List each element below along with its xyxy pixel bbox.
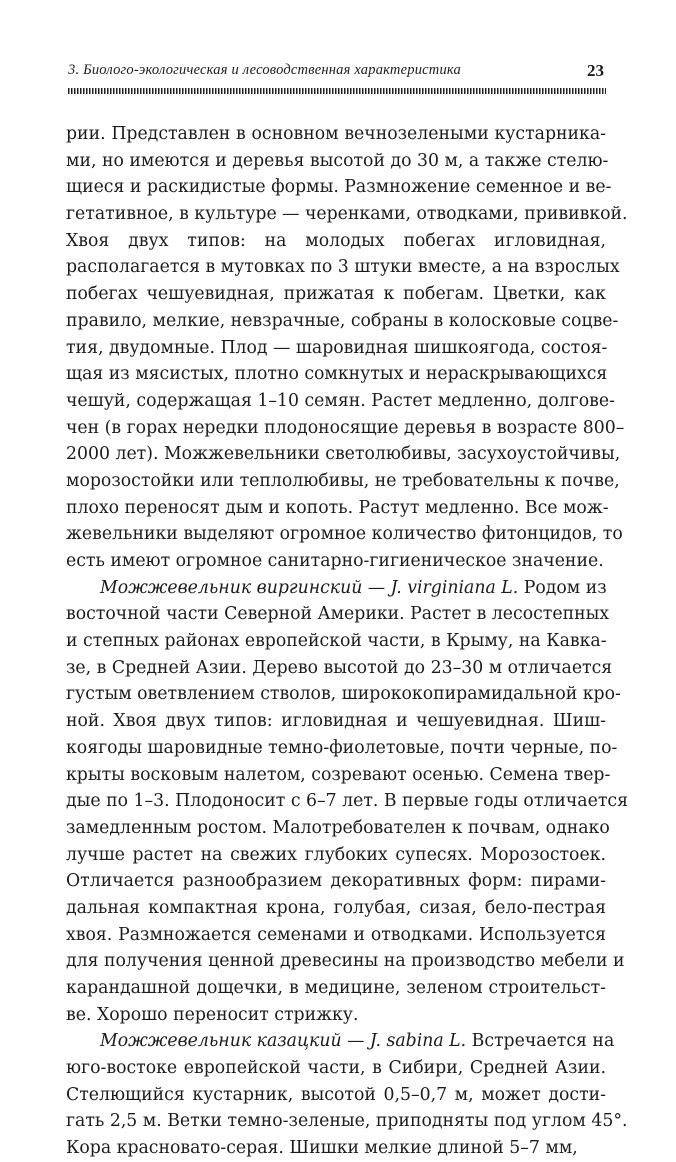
paragraph-line: щиеся и раскидистые формы. Размножение семенное и ве- — [66, 177, 612, 198]
paragraph-line: зе, в Средней Азии. Дерево высотой до 23–30 м отличается — [66, 657, 613, 678]
paragraph-line: располагается в мутовках по 3 штуки вместе, а на взрослых — [66, 257, 620, 278]
paragraph — [66, 1028, 628, 1161]
paragraph-line: ной. Хвоя двух типов: игловидная и чешуевидная. Шиш- — [66, 711, 606, 732]
species-term: Можжевельник казацкий — J. sabina L. — [100, 1031, 467, 1052]
paragraph-line: щая из мясистых, плотно сомкнутых и нераскрывающихся — [66, 364, 608, 385]
line-text: Встречается на — [466, 1031, 615, 1052]
paragraph-line: лучше растет на свежих глубоких супесях. Морозостоек. — [66, 844, 606, 865]
paragraph-line: правило, мелкие, невзрачные, собраны в колосковые соцве- — [66, 310, 619, 331]
paragraph-line: юго-востоке европейской части, в Сибири, Средней Азии. — [66, 1058, 606, 1079]
paragraph-line: тия, двудомные. Плод — шаровидная шишкоягода, состоя- — [66, 337, 608, 358]
paragraph-line: плохо переносят дым и копоть. Растут медленно. Все мож- — [66, 497, 609, 518]
paragraph-line: и степных районах европейской части, в Крыму, на Кавка- — [66, 631, 607, 652]
paragraph-line: Стелющийся кустарник, высотой 0,5–0,7 м, может дости- — [66, 1084, 606, 1105]
paragraph-line: для получения ценной древесины на производство мебели и — [66, 951, 625, 972]
paragraph — [66, 121, 628, 575]
body-text — [66, 121, 628, 1162]
line-text: Родом из — [518, 577, 607, 598]
paragraph-line: дые по 1–3. Плодоносит с 6–7 лет. В первые годы отличается — [66, 791, 628, 812]
paragraph-line: чен (в горах нередки плодоносящие деревья в возрасте 800– — [66, 417, 625, 438]
paragraph-line — [66, 1028, 615, 1055]
page-number: 23 — [587, 61, 604, 80]
paragraph-line: дальная компактная крона, голубая, сизая, бело-пестрая — [66, 897, 606, 918]
paragraph-line: крыты восковым налетом, созревают осенью. Семена твер- — [66, 764, 611, 785]
paragraph-line: ми, но имеются и деревья высотой до 30 м, а также стелю- — [66, 150, 609, 171]
paragraph-line: побегах чешуевидная, прижатая к побегам. Цветки, как — [66, 284, 606, 305]
paragraph-line: чешуй, содержащая 1–10 семян. Растет медленно, долгове- — [66, 390, 615, 411]
paragraph-line: Хвоя двух типов: на молодых побегах игловидная, — [66, 230, 606, 251]
running-head — [68, 62, 606, 86]
paragraph-line: карандашной дощечки, в медицине, зеленом строительст- — [66, 978, 606, 998]
paragraph-line: морозостойки или теплолюбивы, не требовательны к почве, — [66, 470, 620, 491]
header-rule — [68, 88, 606, 94]
paragraph-line: восточной части Северной Америки. Растет в лесостепных — [66, 604, 610, 625]
paragraph-line: гать 2,5 м. Ветки темно-зеленые, приподняты под углом 45°. — [66, 1111, 628, 1132]
paragraph-line: рии. Представлен в основном вечнозелеными кустарника- — [66, 124, 606, 144]
paragraph-line: Кора красновато-серая. Шишки мелкие длиной 5–7 мм, — [66, 1138, 578, 1159]
paragraph-line: густым оветвлением стволов, ширококопирамидальной кро- — [66, 684, 621, 705]
species-term: Можжевельник виргинский — J. virginiana L. — [100, 577, 519, 598]
chapter-title: 3. Биолого-экологическая и лесоводственная характеристика — [68, 62, 461, 78]
paragraph-line — [66, 575, 606, 602]
paragraph-line: гетативное, в культуре — черенками, отводками, прививкой. — [66, 204, 628, 225]
paragraph-line: ве. Хорошо переносит стрижку. — [66, 1004, 359, 1025]
paragraph-line: есть имеют огромное санитарно-гигиеническое значение. — [66, 551, 604, 571]
paragraph-line: замедленным ростом. Малотребователен к почвам, однако — [66, 817, 610, 838]
paragraph-line: Отличается разнообразием декоративных форм: пирами- — [66, 871, 606, 892]
paragraph — [66, 575, 628, 1029]
paragraph-line: коягоды шаровидные темно-фиолетовые, почти черные, по- — [66, 737, 618, 758]
paragraph-line: жевельники выделяют огромное количество фитонцидов, то — [66, 524, 623, 545]
paragraph-line: 2000 лет). Можжевельники светолюбивы, засухоустойчивы, — [66, 444, 621, 465]
paragraph-line: хвоя. Размножается семенами и отводками. Используется — [66, 924, 606, 945]
